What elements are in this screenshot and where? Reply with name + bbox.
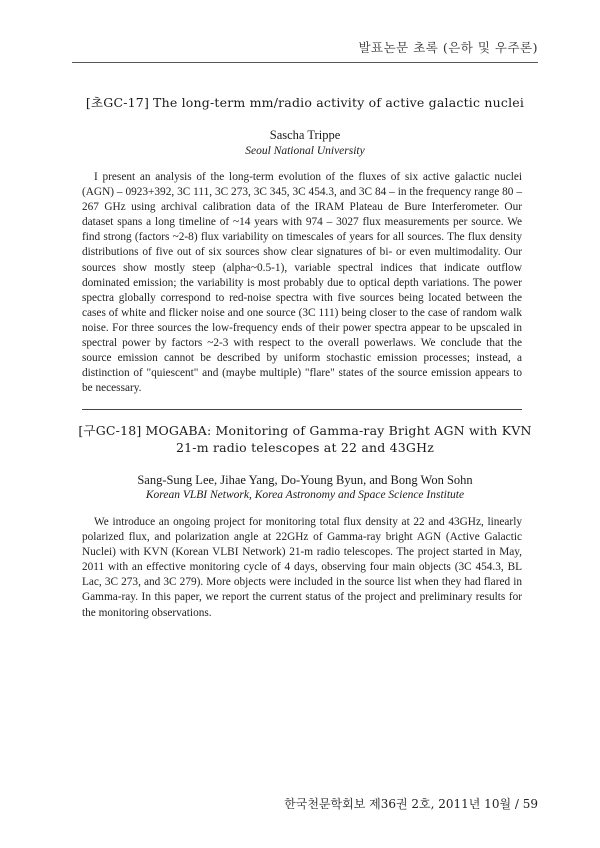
abstract-authors: Sascha Trippe — [269, 128, 341, 142]
abstract-title — [72, 422, 538, 456]
header-rule — [72, 62, 538, 63]
abstract-body: I present an analysis of the long-term evolution of the fluxes of six active galactic nuclei (AGN) – 0923+392, 3C 111, 3C 273, 3C 345, 3C 454.3, and 3C 84 – in the frequency range 80 – 267 GHz using archival calibration data of the IRAM Plateau de Bure Interferometer. Our dataset spans a long timeline of ~14 years with 974 – 3027 flux measurements per source. We find strong (factors ~2-8) flux variability on timescales of years for all sources. The flux density distributions of five out of six sources show clear signatures of bi- or even multimodality. Our sources show mostly steep (alpha~0.5-1), variable spectral indices that indicate outflow dominated emission; the variability is most probably due to optical depth variations. The power spectra globally correspond to red-noise spectra with five sources being located between the cases of white and flicker noise and one source (3C 111) being closer to the case of random walk noise. For three sources the low-frequency ends of their power spectra appear to be upscaled in spectral power by factors ~2-3 with respect to the overall powerlaws. We conclude that the source emission cannot be described by uniform stochastic emission processes; instead, a distinction of "quiescent" and (maybe multiple) "flare" states of the source emission appears to be necessary. — [82, 171, 522, 395]
abstract-title — [72, 94, 538, 111]
abstract-affiliation: Seoul National University — [245, 145, 365, 157]
page-footer: 한국천문학회보 제36권 2호, 2011년 10월 / 59 — [284, 797, 538, 811]
abstract-authors: Sang-Sung Lee, Jihae Yang, Do-Young Byun, and Bong Won Sohn — [137, 473, 473, 487]
abstract-code: [구GC-18] — [78, 423, 142, 438]
section-divider — [82, 409, 522, 410]
abstract-title-text: The long-term mm/radio activity of active galactic nuclei — [153, 95, 525, 110]
abstract-code: [초GC-17] — [85, 95, 150, 110]
abstract-affiliation: Korean VLBI Network, Korea Astronomy and Space Science Institute — [145, 489, 465, 501]
abstract-title-text: MOGABA: Monitoring of Gamma-ray Bright AGN with KVN 21-m radio telescopes at 22 and 43GHz — [145, 423, 532, 455]
running-header: 발표논문 초록 (은하 및 우주론) — [358, 40, 538, 55]
abstract-body: We introduce an ongoing project for monitoring total flux density at 22 and 43GHz, linearly polarized flux, and polarization angle at 22GHz of Gamma-ray bright AGN (Active Galactic Nuclei) with KVN (Korean VLBI Network) 21-m radio telescopes. The project started in May, 2011 with an effective monitoring cycle of 4 days, observing four main objects (3C 454.3, BL Lac, 3C 273, and 3C 279). More objects were included in the source list when they had flared in Gamma-ray. In this paper, we report the current status of the project and preliminary results for the monitoring observations. — [82, 516, 522, 619]
